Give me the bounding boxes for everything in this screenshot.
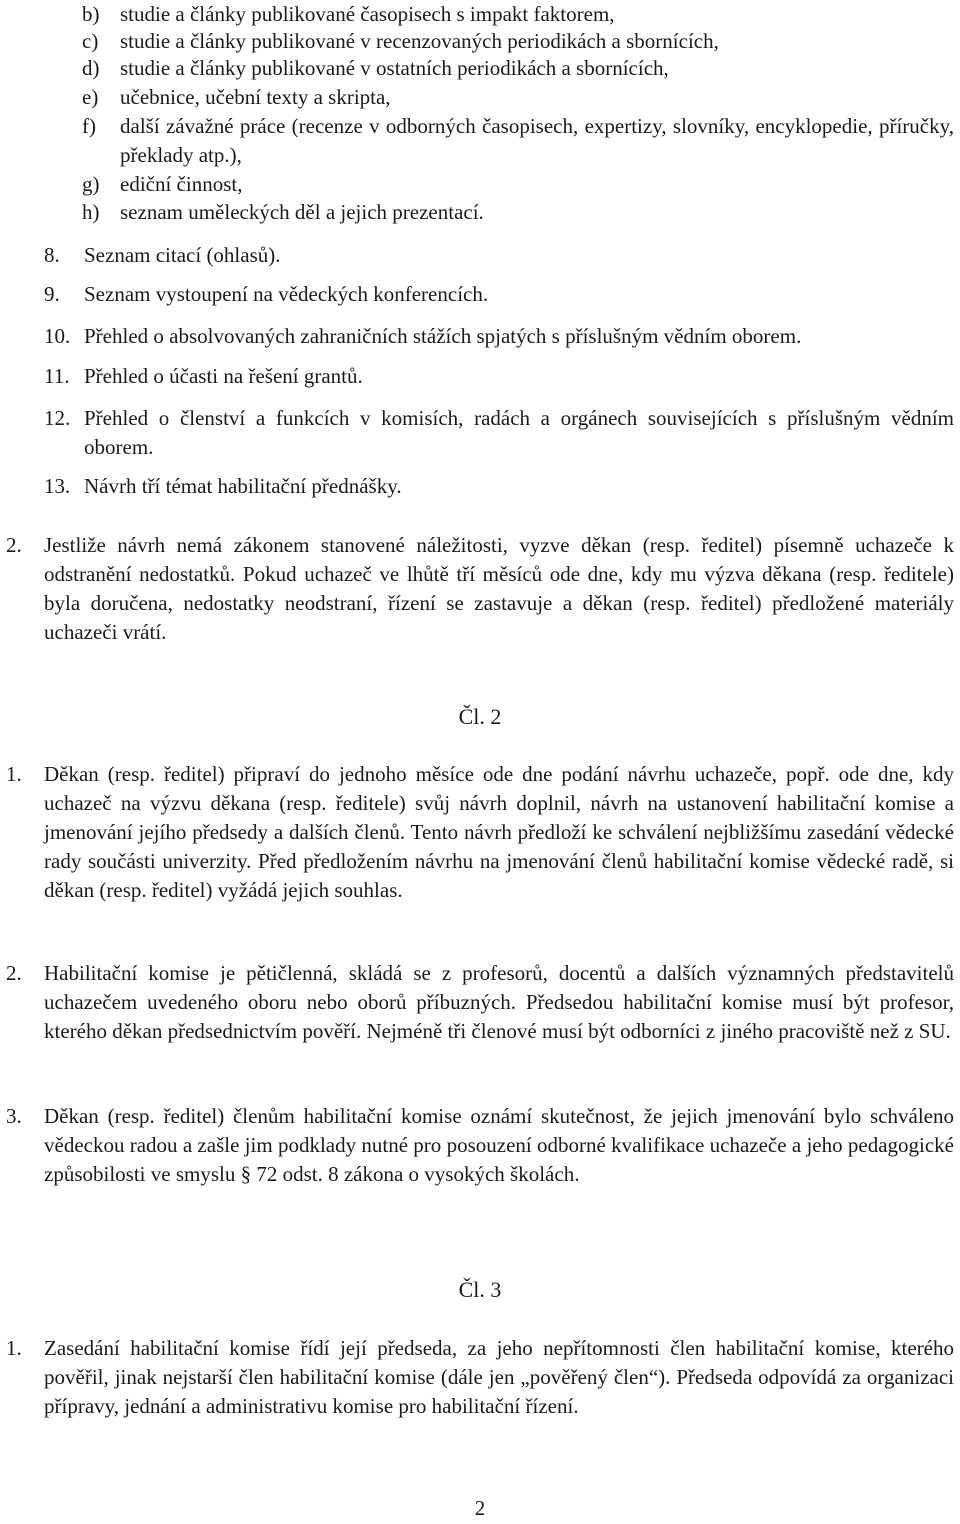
numbered-item-label: 13. xyxy=(44,474,71,498)
numbered-item-label: 12. xyxy=(44,406,71,430)
numbered-item-text: Návrh tří témat habilitační přednášky. xyxy=(84,474,402,498)
list-item-label: g) xyxy=(82,172,100,196)
list-item xyxy=(82,198,954,227)
numbered-item-text: Seznam vystoupení na vědeckých konferencích. xyxy=(84,282,489,306)
numbered-item xyxy=(44,280,954,309)
paragraph xyxy=(6,1102,954,1189)
paragraph-number: 3. xyxy=(6,1104,22,1128)
numbered-item-label: 9. xyxy=(44,282,60,306)
list-item xyxy=(82,27,954,56)
list-item-text: studie a články publikované v ostatních periodikách a sbornících, xyxy=(120,56,669,80)
numbered-item-text: Přehled o členství a funkcích v komisích, radách a orgánech souvisejících s příslušným vědním oborem. xyxy=(84,406,954,459)
paragraph xyxy=(6,1334,954,1421)
numbered-item xyxy=(44,362,954,391)
paragraph-text: Děkan (resp. ředitel) členům habilitační komise oznámí skutečnost, že jejich jmenování bylo schváleno vědeckou radou a zašle jim podklady nutné pro posouzení odborné kvalifikace uchazeče a jeho pedagogické způsobilosti ve smyslu § 72 odst. 8 zákona o vysokých školách. xyxy=(44,1104,954,1186)
numbered-item xyxy=(44,472,954,501)
list-item xyxy=(82,170,954,199)
list-item-text: ediční činnost, xyxy=(120,172,243,196)
numbered-item xyxy=(44,404,954,462)
list-item xyxy=(82,112,954,170)
paragraph-number: 1. xyxy=(6,1336,22,1360)
list-item-text: studie a články publikované v recenzovaných periodikách a sbornících, xyxy=(120,29,719,53)
numbered-item-label: 10. xyxy=(44,324,71,348)
paragraph xyxy=(6,531,954,647)
paragraph-number: 2. xyxy=(6,533,22,557)
paragraph-text: Děkan (resp. ředitel) připraví do jednoho měsíce ode dne podání návrhu uchazeče, popř. ode dne, kdy uchazeč na výzvu děkana (resp. ředitele) svůj návrh doplnil, návrh na ustanovení habilitační komise a jmenování jejího předsedy a dalších členů. Tento návrh předloží ke schválení nejbližšímu zasedání vědecké rady součásti univerzity. Před předložením návrhu na jmenování členů habilitační komise vědecké radě, si děkan (resp. ředitel) vyžádá jejich souhlas. xyxy=(44,762,954,902)
paragraph-number: 1. xyxy=(6,762,22,786)
list-item-label: c) xyxy=(82,29,99,53)
paragraph-text: Habilitační komise je pětičlenná, skládá se z profesorů, docentů a dalších významných představitelů uchazečem uvedeného oboru nebo oborů příbuzných. Předsedou habilitační komise musí být profesor, kterého děkan předsednictvím pověří. Nejméně tři členové musí být odborníci z jiného pracoviště než z SU. xyxy=(44,961,954,1043)
list-item-text: studie a články publikované časopisech s impakt faktorem, xyxy=(120,2,615,26)
list-item-text: učebnice, učební texty a skripta, xyxy=(120,85,391,109)
list-item xyxy=(82,0,954,29)
list-item-label: d) xyxy=(82,56,100,80)
paragraph xyxy=(6,959,954,1046)
paragraph-number: 2. xyxy=(6,961,22,985)
numbered-item xyxy=(44,241,954,270)
list-item-label: e) xyxy=(82,85,99,109)
list-item-label: b) xyxy=(82,2,100,26)
numbered-item-text: Přehled o účasti na řešení grantů. xyxy=(84,364,363,388)
numbered-item-text: Seznam citací (ohlasů). xyxy=(84,243,281,267)
numbered-item-text: Přehled o absolvovaných zahraničních stážích spjatých s příslušným vědním oborem. xyxy=(84,324,802,348)
list-item-label: h) xyxy=(82,200,100,224)
list-item xyxy=(82,83,954,112)
article-heading: Čl. 2 xyxy=(458,704,502,729)
paragraph-text: Jestliže návrh nemá zákonem stanovené náležitosti, vyzve děkan (resp. ředitel) písemně uchazeče k odstranění nedostatků. Pokud uchazeč ve lhůtě tří měsíců ode dne, kdy mu výzva děkana (resp. ředitele) byla doručena, nedostatky neodstraní, řízení se zastavuje a děkan (resp. ředitel) předložené materiály uchazeči vrátí. xyxy=(44,533,954,644)
list-item-text: další závažné práce (recenze v odborných časopisech, expertizy, slovníky, encyklopedie, příručky, překlady atp.), xyxy=(120,114,954,167)
paragraph xyxy=(6,760,954,905)
numbered-item-label: 11. xyxy=(44,364,70,388)
numbered-item xyxy=(44,322,954,351)
list-item-label: f) xyxy=(82,114,96,138)
article-heading: Čl. 3 xyxy=(458,1277,502,1302)
paragraph-text: Zasedání habilitační komise řídí její předseda, za jeho nepřítomnosti člen habilitační komise, kterého pověřil, jinak nejstarší člen habilitační komise (dále jen „pověřený člen“). Předseda odpovídá za organizaci přípravy, jednání a administrativu komise pro habilitační řízení. xyxy=(44,1336,954,1418)
list-item-text: seznam uměleckých děl a jejich prezentací. xyxy=(120,200,484,224)
list-item xyxy=(82,54,954,83)
page-number: 2 xyxy=(474,1496,486,1520)
numbered-item-label: 8. xyxy=(44,243,60,267)
